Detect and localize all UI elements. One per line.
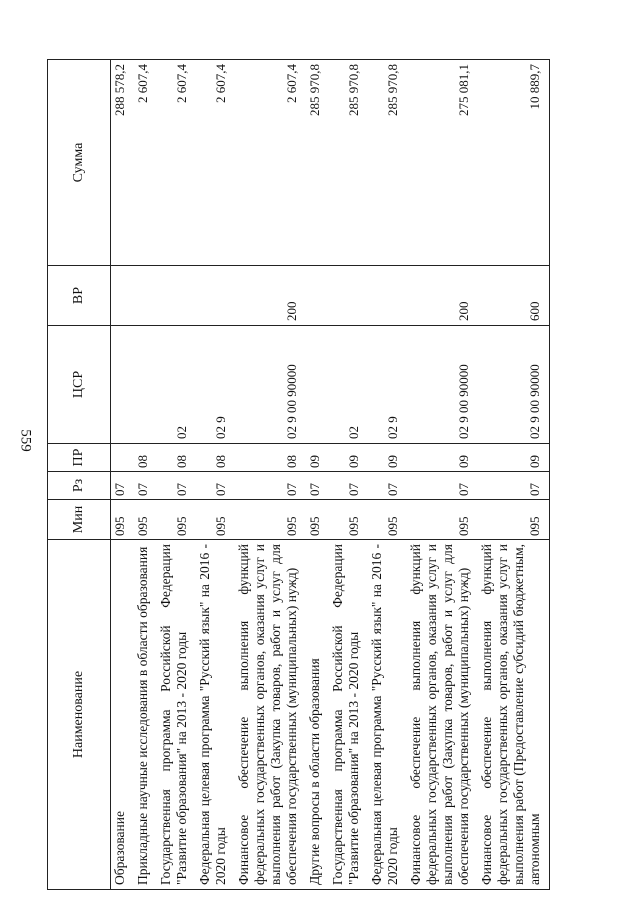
cell-vr: 200 bbox=[235, 266, 306, 326]
cell-rz: 07 bbox=[196, 472, 235, 500]
cell-vr bbox=[111, 266, 135, 326]
cell-min: 095 bbox=[235, 500, 306, 540]
cell-vr: 200 bbox=[407, 266, 478, 326]
budget-table-container bbox=[47, 60, 623, 890]
cell-vr bbox=[368, 266, 407, 326]
cell-sum: 10 889,7 bbox=[478, 60, 550, 266]
cell-rz: 07 bbox=[329, 472, 368, 500]
cell-rz: 07 bbox=[235, 472, 306, 500]
table-row bbox=[134, 60, 157, 890]
cell-min: 095 bbox=[407, 500, 478, 540]
cell-min: 095 bbox=[306, 500, 329, 540]
cell-rz: 07 bbox=[111, 472, 135, 500]
table-row bbox=[196, 60, 235, 890]
cell-rz: 07 bbox=[478, 472, 550, 500]
cell-rz: 07 bbox=[157, 472, 196, 500]
table-row bbox=[478, 60, 550, 890]
budget-table bbox=[47, 59, 550, 890]
cell-csr: 02 bbox=[329, 326, 368, 444]
cell-pr: 09 bbox=[478, 444, 550, 472]
cell-rz: 07 bbox=[368, 472, 407, 500]
cell-pr: 09 bbox=[329, 444, 368, 472]
cell-name: Федеральная целевая программа "Русский язык" на 2016 - 2020 годы bbox=[368, 540, 407, 890]
cell-name: Прикладные научные исследования в области образования bbox=[134, 540, 157, 890]
cell-name: Финансовое обеспечение выполнения функций федеральных государственных органов, оказания услуг и выполнения работ (Закупка товаров, работ и услуг для обеспечения государственных (муниципальных) нужд) bbox=[235, 540, 306, 890]
cell-sum: 285 970,8 bbox=[329, 60, 368, 266]
header-sum: Сумма bbox=[48, 60, 111, 266]
cell-sum: 288 578,2 bbox=[111, 60, 135, 266]
cell-min: 095 bbox=[111, 500, 135, 540]
cell-name: Другие вопросы в области образования bbox=[306, 540, 329, 890]
cell-sum: 2 607,4 bbox=[196, 60, 235, 266]
table-header-row bbox=[48, 60, 111, 890]
cell-csr bbox=[134, 326, 157, 444]
cell-name: Государственная программа Российской Федерации "Развитие образования" на 2013 - 2020 годы bbox=[157, 540, 196, 890]
cell-vr bbox=[196, 266, 235, 326]
table-row bbox=[306, 60, 329, 890]
header-pr: ПР bbox=[48, 444, 111, 472]
cell-name: Финансовое обеспечение выполнения функций федеральных государственных органов, оказания услуг и выполнения работ (Закупка товаров, работ и услуг для обеспечения государственных (муниципальных) нужд) bbox=[407, 540, 478, 890]
cell-csr: 02 9 bbox=[368, 326, 407, 444]
cell-vr bbox=[134, 266, 157, 326]
cell-pr: 09 bbox=[368, 444, 407, 472]
cell-csr bbox=[306, 326, 329, 444]
cell-min: 095 bbox=[134, 500, 157, 540]
cell-pr bbox=[111, 444, 135, 472]
cell-sum: 2 607,4 bbox=[134, 60, 157, 266]
cell-csr: 02 9 00 90000 bbox=[407, 326, 478, 444]
cell-name: Федеральная целевая программа "Русский язык" на 2016 - 2020 годы bbox=[196, 540, 235, 890]
cell-min: 095 bbox=[329, 500, 368, 540]
header-name: Наименование bbox=[48, 540, 111, 890]
cell-min: 095 bbox=[368, 500, 407, 540]
cell-csr bbox=[111, 326, 135, 444]
table-row bbox=[235, 60, 306, 890]
cell-min: 095 bbox=[157, 500, 196, 540]
cell-name: Образование bbox=[111, 540, 135, 890]
cell-rz: 07 bbox=[306, 472, 329, 500]
header-csr: ЦСР bbox=[48, 326, 111, 444]
header-min: Мин bbox=[48, 500, 111, 540]
cell-sum: 2 607,4 bbox=[157, 60, 196, 266]
header-vr: ВР bbox=[48, 266, 111, 326]
cell-pr: 08 bbox=[134, 444, 157, 472]
cell-name: Государственная программа Российской Федерации "Развитие образования" на 2013 - 2020 годы bbox=[329, 540, 368, 890]
cell-rz: 07 bbox=[134, 472, 157, 500]
cell-vr bbox=[329, 266, 368, 326]
cell-pr: 08 bbox=[235, 444, 306, 472]
cell-sum: 2 607,4 bbox=[235, 60, 306, 266]
cell-min: 095 bbox=[478, 500, 550, 540]
cell-sum: 275 081,1 bbox=[407, 60, 478, 266]
cell-name: Финансовое обеспечение выполнения функций федеральных государственных органов, оказания услуг и выполнения работ (Предоставление субсидий бюджетным, автономным bbox=[478, 540, 550, 890]
cell-vr bbox=[306, 266, 329, 326]
table-row bbox=[111, 60, 135, 890]
cell-csr: 02 9 00 90000 bbox=[478, 326, 550, 444]
cell-sum: 285 970,8 bbox=[368, 60, 407, 266]
cell-pr: 09 bbox=[306, 444, 329, 472]
page-number: 559 bbox=[17, 429, 34, 452]
cell-min: 095 bbox=[196, 500, 235, 540]
cell-pr: 08 bbox=[196, 444, 235, 472]
cell-sum: 285 970,8 bbox=[306, 60, 329, 266]
cell-csr: 02 9 bbox=[196, 326, 235, 444]
table-body bbox=[111, 60, 550, 890]
cell-pr: 09 bbox=[407, 444, 478, 472]
cell-vr: 600 bbox=[478, 266, 550, 326]
table-row bbox=[368, 60, 407, 890]
cell-vr bbox=[157, 266, 196, 326]
header-rz: Рз bbox=[48, 472, 111, 500]
cell-csr: 02 bbox=[157, 326, 196, 444]
table-row bbox=[407, 60, 478, 890]
cell-rz: 07 bbox=[407, 472, 478, 500]
cell-pr: 08 bbox=[157, 444, 196, 472]
table-row bbox=[329, 60, 368, 890]
cell-csr: 02 9 00 90000 bbox=[235, 326, 306, 444]
table-row bbox=[157, 60, 196, 890]
